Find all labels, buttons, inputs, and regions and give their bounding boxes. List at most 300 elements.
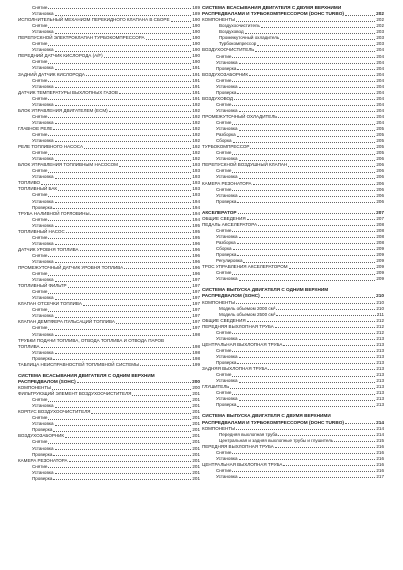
dot-leader [253, 184, 376, 185]
entry-title: КЛАПАН ОТСЕЧКИ ТОПЛИВА [18, 301, 82, 307]
page-number: 198 [192, 355, 200, 361]
entry-title: Центральная и задняя выхлопные трубы и глушитель [219, 437, 334, 443]
dot-leader [278, 117, 375, 118]
page-number: 216 [376, 455, 384, 461]
page-number: 204 [376, 53, 384, 59]
page-number: 201 [192, 403, 200, 409]
page-number: 197 [192, 301, 200, 307]
entry-title: КОМПОНЕНТЫ [202, 17, 236, 23]
dot-leader [268, 369, 375, 370]
page-number: 206 [376, 186, 384, 192]
dot-leader [255, 51, 375, 52]
entry-title: ИСПОЛНИТЕЛЬНЫЙ МЕХАНИЗМ ПЕРЕКИДНОГО КЛАПАНА В СБОРЕ [18, 17, 170, 23]
page-number: 209 [376, 270, 384, 276]
page-number: 192 [192, 131, 200, 137]
dot-leader [276, 309, 375, 310]
dot-leader [239, 459, 376, 460]
entry-title: Установка [32, 138, 54, 144]
entry-title: Проверка [32, 204, 53, 210]
dot-leader [232, 57, 375, 58]
entry-title: Установка [216, 378, 238, 384]
page-number: 213 [376, 384, 384, 390]
dot-leader [232, 124, 375, 125]
page-number: 191 [192, 65, 200, 71]
page-number: 206 [376, 162, 384, 168]
dot-leader [237, 363, 375, 364]
dot-leader [237, 202, 375, 203]
dot-leader [232, 172, 375, 173]
section-heading-text: АКСЕЛЕРАТОР [202, 209, 237, 215]
dot-leader [239, 87, 376, 88]
page-number: 204 [376, 101, 384, 107]
page-number: 201 [192, 451, 200, 457]
entry-title: Снятие [32, 113, 48, 119]
dot-leader [239, 477, 376, 478]
entry-title: КОМПОНЕНТЫ [202, 299, 236, 305]
toc-right-column [202, 5, 384, 480]
dot-leader [233, 249, 376, 250]
page-number: 205 [376, 138, 384, 144]
entry-title: Установка [32, 174, 54, 180]
entry-title: БЛОК УПРАВЛЕНИЯ ТОПЛИВНЫМ НАСОСОМ [18, 162, 118, 168]
page-number: 192 [192, 113, 200, 119]
page-number: 197 [192, 283, 200, 289]
entry-title: ЗАДНЯЯ ВЫХЛОПНАЯ ТРУБА [202, 366, 268, 372]
page-number: 195 [192, 234, 200, 240]
entry-title: Установка [216, 174, 238, 180]
entry-title: КАМЕРА РЕЗОНАТОРА [18, 457, 68, 463]
page-number: 190 [192, 23, 200, 29]
page-number: 191 [192, 71, 200, 77]
dot-leader [288, 166, 375, 167]
section-heading-text: СИСТЕМА ВСАСЫВАНИЯ ДВИГАТЕЛЯ С ДВУМЯ ВЕРХНИМИ [202, 5, 342, 10]
entry-title: Проверка [216, 89, 237, 95]
dot-leader [55, 335, 192, 336]
entry-title: Установка [32, 313, 54, 319]
entry-title: Снятие [216, 77, 232, 83]
dot-leader [247, 321, 376, 322]
page-number: 203 [376, 35, 384, 41]
entry-title: ПРОМЕЖУТОЧНЫЙ ОХЛАДИТЕЛЬ [202, 114, 278, 119]
dot-leader [55, 299, 192, 300]
page-number: 213 [376, 359, 384, 365]
dot-leader [55, 33, 192, 34]
page-number: 202 [376, 17, 384, 23]
dot-leader [55, 105, 192, 106]
page-number: 197 [192, 313, 200, 319]
entry-title: Снятие [216, 186, 232, 192]
page-number: 201 [192, 445, 200, 451]
dot-leader [232, 376, 375, 377]
entry-title: Установка [32, 83, 54, 89]
entry-title: Снятие [32, 397, 48, 403]
dot-leader [55, 244, 192, 245]
dot-leader [55, 473, 192, 474]
page-number: 216 [376, 449, 384, 455]
dot-leader [48, 256, 191, 257]
entry-title: Установка [32, 198, 54, 204]
entry-title: Модель объемом 2000 см³ [219, 305, 276, 311]
page-number: 213 [376, 335, 384, 341]
page-number: 204 [376, 120, 384, 126]
entry-title: Снятие [216, 53, 232, 59]
page-number: 197 [192, 319, 200, 325]
entry-title: Воздуховод [219, 29, 244, 35]
dot-leader [119, 93, 191, 94]
page-number: 201 [192, 415, 200, 421]
dot-leader [236, 303, 375, 304]
page-number: 201 [192, 397, 200, 403]
dot-leader [90, 214, 191, 215]
toc-subentry[interactable] [202, 199, 384, 205]
page-number: 190 [192, 47, 200, 53]
page-number: 201 [192, 469, 200, 475]
page-number: 193 [192, 162, 200, 168]
entry-title: Установка [32, 421, 54, 427]
entry-title: ТРУБКИ ПОДАЧИ ТОПЛИВА, ОТВОДА ТОПЛИВА И ОТВОДА ПАРОВ [18, 337, 165, 343]
entry-title: Установка [216, 396, 238, 402]
entry-title: Снятие [32, 5, 48, 10]
page-number: 199 [192, 361, 200, 367]
entry-title: ОБЩИЕ СВЕДЕНИЯ [202, 317, 246, 323]
dot-leader [261, 27, 376, 28]
toc-subentry[interactable] [202, 276, 384, 282]
dot-leader [41, 347, 192, 348]
page-number: 198 [192, 349, 200, 355]
entry-title: ПЕРЕДНЯЯ ВЫХЛОПНАЯ ТРУБА [202, 443, 274, 449]
entry-title: Установка [32, 277, 54, 283]
entry-title: ПЕРЕДНЯЯ ВЫХЛОПНАЯ ТРУБА [202, 323, 274, 329]
entry-title: ВОЗДУХОЗАБОРНИК [18, 433, 65, 439]
page-number: 217 [376, 473, 384, 479]
toc-subentry[interactable] [202, 402, 384, 408]
dot-leader [53, 129, 191, 130]
dot-leader [239, 111, 376, 112]
page-number: 201 [192, 433, 200, 439]
page-number: 194 [192, 204, 200, 210]
toc-left-column [18, 5, 200, 482]
dot-leader [48, 401, 191, 402]
page-number: 192 [192, 119, 200, 125]
page-number: 216 [376, 443, 384, 449]
page-number: 202 [376, 23, 384, 29]
page-number: 212 [376, 317, 384, 323]
page-number: 189 [192, 11, 200, 17]
dot-leader [345, 423, 375, 424]
page-number: 194 [192, 216, 200, 222]
section-heading [202, 5, 384, 17]
toc-entry[interactable] [18, 362, 200, 368]
dot-leader [334, 441, 375, 442]
dot-leader [65, 437, 191, 438]
page-number: 206 [376, 192, 384, 198]
entry-title: Сборка [216, 138, 232, 144]
page-number: 192 [192, 156, 200, 162]
page-number: 204 [376, 59, 384, 65]
entry-title: Установка [32, 11, 54, 17]
entry-title: Снятие [216, 168, 232, 174]
dot-leader [275, 327, 376, 328]
page-number: 204 [376, 77, 384, 83]
page-number: 201 [192, 427, 200, 433]
entry-title: БЛОК УПРАВЛЕНИЯ ДВИГАТЕЛЕМ (ECM) [18, 107, 108, 113]
page-number: 204 [376, 71, 384, 77]
page-number: 193 [192, 186, 200, 192]
entry-title: Снятие [32, 325, 48, 331]
dot-leader [239, 339, 376, 340]
dot-leader [239, 178, 376, 179]
dot-leader [258, 225, 375, 226]
page-number: 191 [192, 83, 200, 89]
entry-title: Установка [216, 455, 238, 461]
entry-title: Снятие [216, 390, 232, 396]
entry-title: Установка [216, 126, 238, 132]
page-number: 197 [192, 289, 200, 295]
dot-leader [55, 141, 192, 142]
dot-leader [80, 250, 192, 251]
dot-leader [249, 75, 375, 76]
page-number: 213 [376, 366, 384, 372]
page-number: 201 [192, 391, 200, 397]
dot-leader [53, 431, 191, 432]
dot-leader [91, 413, 191, 414]
section-heading-text: СИСТЕМА ВСАСЫВАНИЯ ДВИГАТЕЛЯ С ОДНИМ ВЕРХНИМ [18, 372, 155, 378]
entry-title: Установка [32, 101, 54, 107]
page-number: 201 [192, 421, 200, 427]
entry-title: Установка [32, 469, 54, 475]
page-number: 214 [376, 419, 384, 425]
page-number: 203 [376, 41, 384, 47]
entry-title: Установка [216, 276, 238, 282]
page-number: 215 [376, 437, 384, 443]
dot-leader [55, 317, 192, 318]
dot-leader [171, 21, 192, 22]
dot-leader [230, 388, 375, 389]
page-number: 216 [376, 461, 384, 467]
dot-leader [237, 136, 376, 137]
entry-title: Установка [216, 192, 238, 198]
entry-title: Установка [32, 65, 54, 71]
dot-leader [232, 190, 375, 191]
dot-leader [239, 63, 376, 64]
page-number: 201 [192, 463, 200, 469]
entry-title: Установка [32, 222, 54, 228]
entry-title: Проверка [32, 451, 53, 457]
entry-title: ВОЗДУХООЧИСТИТЕЛЬ [202, 47, 255, 53]
page-number: 195 [192, 228, 200, 234]
dot-leader [283, 345, 375, 346]
entry-title: Установка [216, 59, 238, 65]
dot-leader [289, 268, 376, 269]
entry-title: Снятие [32, 23, 48, 29]
dot-leader [55, 202, 192, 203]
entry-title: Установка [32, 403, 54, 409]
entry-title: Установка [216, 156, 238, 162]
page-number: 213 [376, 347, 384, 353]
page-number: 208 [376, 239, 384, 245]
page-number: 192 [192, 138, 200, 144]
entry-title: Снятие [216, 372, 232, 378]
dot-leader [48, 117, 191, 118]
entry-title: Установка [216, 83, 238, 89]
section-heading-text: СИСТЕМА ВЫПУСКА ДВИГАТЕЛЯ С ДВУМЯ ВЕРХНИМИ [202, 413, 331, 419]
entry-title: Проверка [216, 65, 237, 71]
entry-title: Установка [32, 445, 54, 451]
entry-title: Сборка [216, 245, 232, 251]
page-number: 190 [192, 35, 200, 41]
dot-leader [238, 213, 376, 214]
entry-title: Снятие [32, 131, 48, 137]
entry-title: Установка [32, 47, 54, 53]
dot-leader [116, 323, 191, 324]
dot-leader [83, 305, 192, 306]
section-heading-text: СИСТЕМА ВЫПУСКА ДВИГАТЕЛЯ С ОДНИМ ВЕРХНИМ [202, 287, 329, 293]
dot-leader [232, 105, 375, 106]
entry-title: Снятие [32, 252, 48, 258]
page-number: 214 [376, 425, 384, 431]
page-number: 201 [192, 457, 200, 463]
entry-title: ТОПЛИВНЫЙ НАСОС [18, 228, 65, 234]
entry-title: ДАТЧИК ТЕМПЕРАТУРЫ ВЫХЛОПНЫХ ГАЗОВ [18, 89, 118, 95]
page-number: 205 [376, 126, 384, 132]
dot-leader [53, 479, 191, 480]
entry-title: Установка [216, 353, 238, 359]
dot-leader [48, 220, 191, 221]
page-number: 201 [192, 439, 200, 445]
dot-leader [104, 57, 192, 58]
entry-title: ГЛАВНОЕ РЕЛЕ [18, 125, 53, 131]
section-heading [202, 287, 384, 299]
entry-title: ТОПЛИВНЫЙ ФИЛЬТР [18, 283, 67, 289]
dot-leader [237, 406, 375, 407]
entry-title: Снятие [32, 271, 48, 277]
dot-leader [55, 69, 192, 70]
page-number: 191 [192, 77, 200, 83]
dot-leader [52, 389, 191, 390]
page-number: 210 [376, 305, 384, 311]
page-number: 208 [376, 227, 384, 233]
entry-title: Снятие [216, 329, 232, 335]
page-number: 204 [376, 114, 384, 119]
dot-leader [239, 382, 376, 383]
entry-title: ФИЛЬТРУЮЩИЙ ЭЛЕМЕНТ ВОЗДУХООЧИСТИТЕЛЯ [18, 391, 132, 397]
dot-leader [41, 184, 191, 185]
page-number: 206 [376, 180, 384, 186]
dot-leader [275, 447, 376, 448]
section-heading [202, 413, 384, 425]
dot-leader [48, 467, 191, 468]
toc-subentry[interactable] [18, 476, 200, 482]
page-number: 204 [376, 47, 384, 53]
dot-leader [232, 274, 375, 275]
entry-title: ТРУБА НАЛИВНОЙ ГОРЛОВИНЫ [18, 210, 90, 216]
dot-leader [124, 268, 191, 269]
page-number: 201 [192, 409, 200, 415]
dot-leader [53, 455, 191, 456]
entry-title: ЦЕНТРАЛЬНАЯ ВЫХЛОПНАЯ ТРУБА [202, 341, 283, 347]
section-heading-text: РАСПРЕДВАЛАМИ И ТУРБОКОМПРЕССОРОМ (DOHC TURBO) [202, 419, 344, 425]
page-number: 196 [192, 258, 200, 264]
entry-title: Снятие [32, 41, 48, 47]
page-number: 196 [192, 246, 200, 252]
page-number: 213 [376, 341, 384, 347]
dot-leader [53, 208, 191, 209]
page-number: 206 [376, 156, 384, 162]
page-number: 209 [376, 276, 384, 282]
page-number: 210 [376, 299, 384, 305]
dot-leader [232, 471, 375, 472]
page-number: 213 [376, 372, 384, 378]
entry-title: КОРПУС ВОЗДУХООЧИСТИТЕЛЯ [18, 409, 91, 415]
dot-leader [77, 382, 191, 383]
entry-title: Снятие [216, 101, 232, 107]
dot-leader [48, 81, 191, 82]
dot-leader [237, 243, 376, 244]
dot-leader [239, 400, 376, 401]
entry-title: Турбокомпрессор [219, 41, 257, 47]
entry-title: ОБЩИЕ СВЕДЕНИЯ [202, 215, 246, 221]
entry-title: ТАБЛИЦА НЕИСПРАВНОСТЕЙ ТОПЛИВНОЙ СИСТЕМЫ [18, 361, 140, 367]
entry-title: Установка [32, 331, 54, 337]
dot-leader [55, 15, 192, 16]
entry-title: ЦЕНТРАЛЬНАЯ ВЫХЛОПНАЯ ТРУБА [202, 461, 283, 467]
page-number: 209 [376, 252, 384, 258]
entry-title: Воздухоочиститель [219, 23, 260, 29]
section-heading-text: РАСПРЕДВАЛОМ (SOHC) [18, 379, 76, 385]
entry-title: Снятие [32, 150, 48, 156]
dot-leader [232, 453, 375, 454]
entry-title: ПЕРЕПУСКНОЙ ВОЗДУШНЫЙ КЛАПАН [202, 162, 288, 168]
page-number: 195 [192, 222, 200, 228]
dot-leader [140, 365, 191, 366]
page-number: 204 [376, 89, 384, 95]
dot-leader [236, 21, 375, 22]
entry-title: Установка [32, 295, 54, 301]
dot-leader [55, 425, 192, 426]
dot-leader [283, 465, 375, 466]
dot-leader [250, 148, 375, 149]
dot-leader [257, 45, 375, 46]
entry-title: Установка [32, 29, 54, 35]
page-number: 204 [376, 65, 384, 71]
page-number: 192 [192, 144, 200, 150]
page-number: 200 [192, 379, 200, 385]
page-number: 192 [192, 107, 200, 113]
dot-leader [55, 353, 192, 354]
dot-leader [55, 262, 192, 263]
dot-leader [276, 315, 375, 316]
entry-title: Промежуточный охладитель [219, 35, 280, 41]
entry-title: Установка [216, 107, 238, 113]
page-number: 190 [192, 59, 200, 65]
page-number: 204 [376, 107, 384, 113]
dot-leader [345, 15, 375, 16]
entry-title: Снятие [216, 150, 232, 156]
entry-title: Снятие [32, 216, 48, 222]
entry-title: Установка [32, 240, 54, 246]
dot-leader [280, 39, 375, 40]
toc-subentry[interactable] [202, 474, 384, 480]
entry-title: ТОПЛИВО [18, 180, 41, 186]
dot-leader [232, 333, 375, 334]
entry-title: Проверка [216, 359, 237, 365]
entry-title: Снятие [32, 77, 48, 83]
dot-leader [233, 142, 376, 143]
entry-title: ТОПЛИВНЫЙ БАК [18, 186, 58, 192]
entry-title: Снятие [216, 467, 232, 473]
entry-title: ТОПЛИВА [18, 343, 40, 349]
entry-title: Снятие [32, 59, 48, 65]
